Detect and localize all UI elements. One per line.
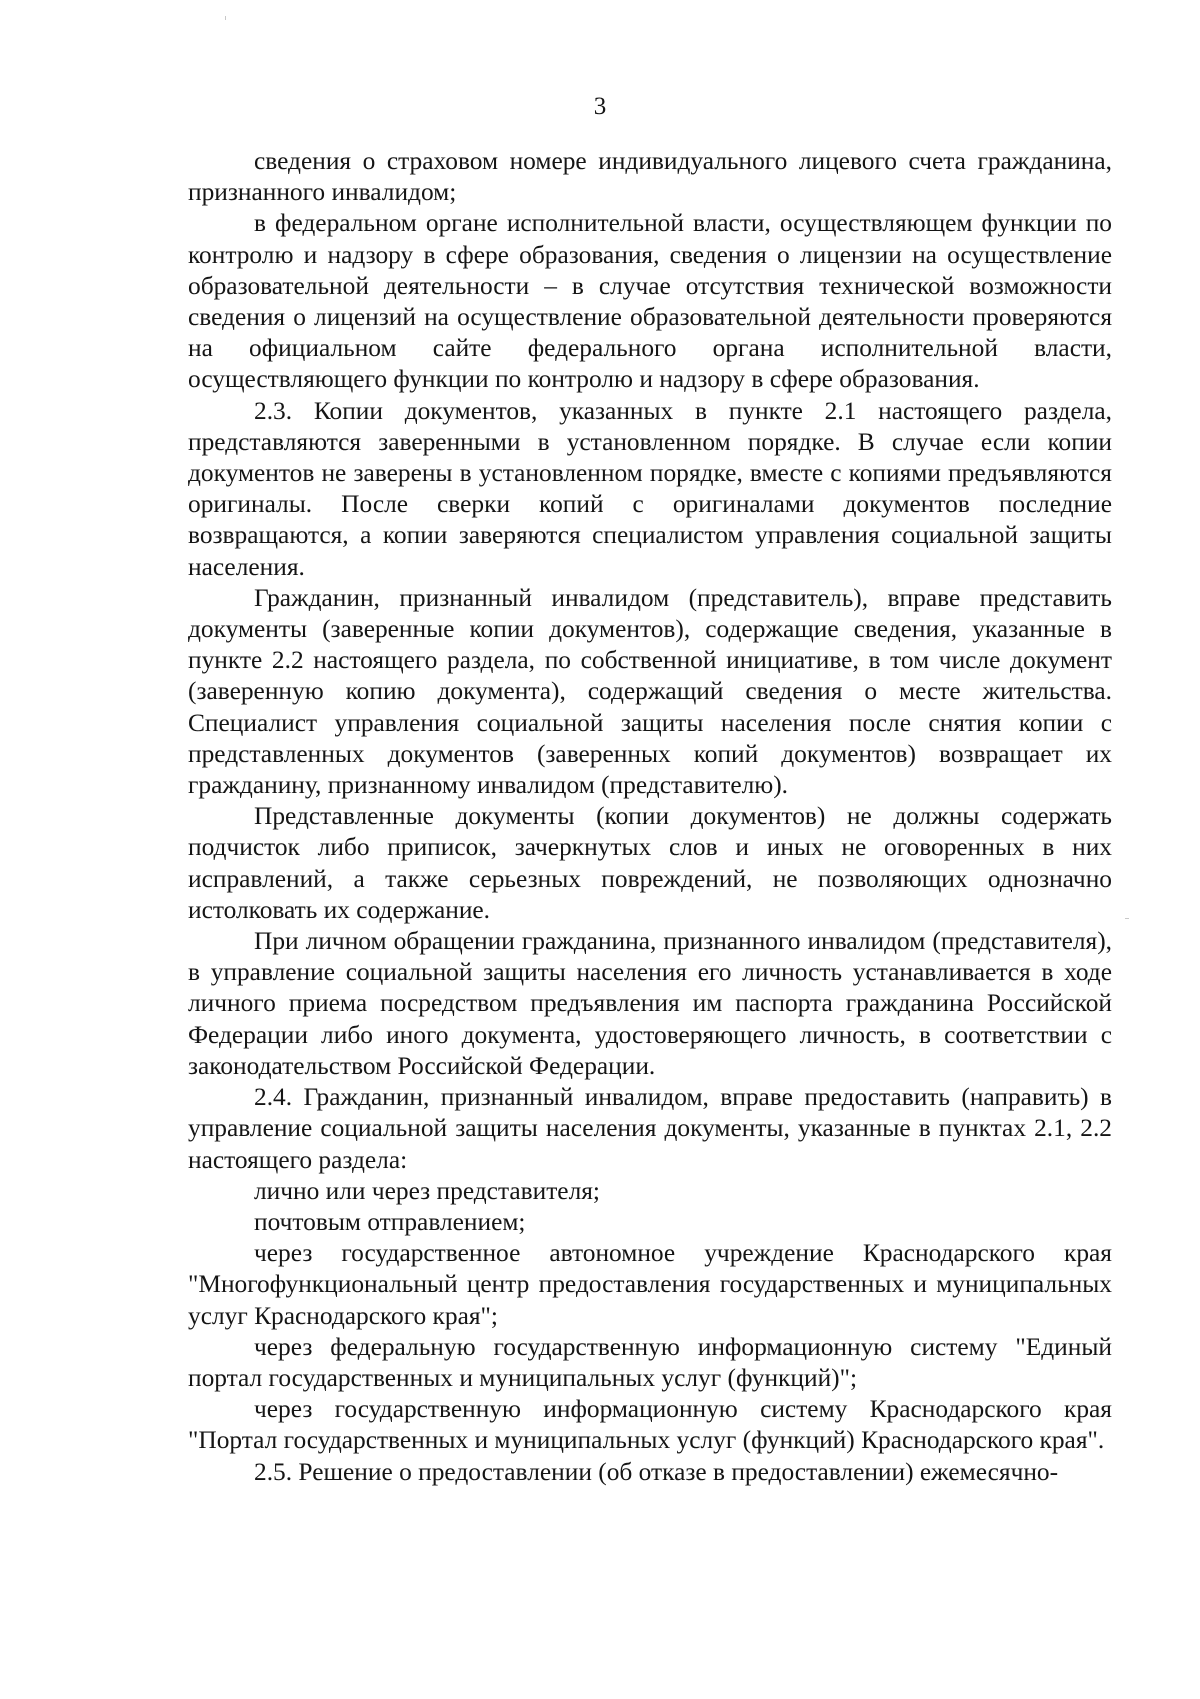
list-item-federal-portal: через федеральную государственную информационную систему "Единый портал государственных и муниципальных услуг (функций)"; xyxy=(188,1332,1112,1392)
list-item-in-person: лично или через представителя; xyxy=(254,1176,600,1205)
paragraph-2-5-decision: 2.5. Решение о предоставлении (об отказе в предоставлении) ежемесячно- xyxy=(254,1457,1059,1486)
paragraph-personal-visit: При личном обращении гражданина, признанного инвалидом (представителя), в управление социальной защиты населения его личность устанавливается в ходе личного приема посредством предъявления им паспорта гражданина Российской Федерации либо иного документа, удостоверяющего личность, в соответствии с законодательством Российской Федерации. xyxy=(188,927,1112,1080)
list-item-postal: почтовым отправлением; xyxy=(254,1207,526,1236)
list-item-mfc: через государственное автономное учреждение Краснодарского края "Многофункциональный центр предоставления государственных и муниципальных услуг Краснодарского края"; xyxy=(188,1239,1112,1330)
paragraph-own-initiative: Гражданин, признанный инвалидом (представитель), вправе представить документы (заверенные копии документов), содержащие сведения, указанные в пункте 2.2 настоящего раздела, по собственной инициативе, в том числе документ (заверенную копию документа), содержащий сведения о месте жительства. Специалист управления социальной защиты населения после снятия копии с представленных документов (заверенных копий документов) возвращает их гражданину, признанному инвалидом (представителю). xyxy=(188,583,1112,800)
scan-speck xyxy=(1125,918,1129,919)
document-body xyxy=(188,146,1112,1488)
paragraph-insurance-number: сведения о страховом номере индивидуального лицевого счета гражданина, признанного инвалидом; xyxy=(188,147,1112,207)
page-number: 3 xyxy=(593,93,607,120)
paragraph-2-4-submission: 2.4. Гражданин, признанный инвалидом, вправе предоставить (направить) в управление социальной защиты населения документы, указанные в пунктах 2.1, 2.2 настоящего раздела: xyxy=(188,1083,1112,1174)
paragraph-education-license: в федеральном органе исполнительной власти, осуществляющем функции по контролю и надзору в сфере образования, сведения о лицензии на осуществление образовательной деятельности – в случае отсутствия технической возможности сведения о лицензий на осуществление образовательной деятельности проверяются на официальном сайте федерального органа исполнительной власти, осуществляющего функции по контролю и надзору в сфере образования. xyxy=(188,209,1112,394)
paragraph-2-3-copies: 2.3. Копии документов, указанных в пункте 2.1 настоящего раздела, представляются заверенными в установленном порядке. В случае если копии документов не заверены в установленном порядке, вместе с копиями предъявляются оригиналы. После сверки копий с оригиналами документов последние возвращаются, а копии заверяются специалистом управления социальной защиты населения. xyxy=(188,396,1112,581)
list-item-regional-portal: через государственную информационную систему Краснодарского края "Портал государственных и муниципальных услуг (функций) Краснодарского края". xyxy=(188,1395,1112,1455)
scan-speck xyxy=(225,16,226,20)
paragraph-document-requirements: Представленные документы (копии документов) не должны содержать подчисток либо приписок, зачеркнутых слов и иных не оговоренных в них исправлений, а также серьезных повреждений, не позволяющих однозначно истолковать их содержание. xyxy=(188,802,1112,924)
